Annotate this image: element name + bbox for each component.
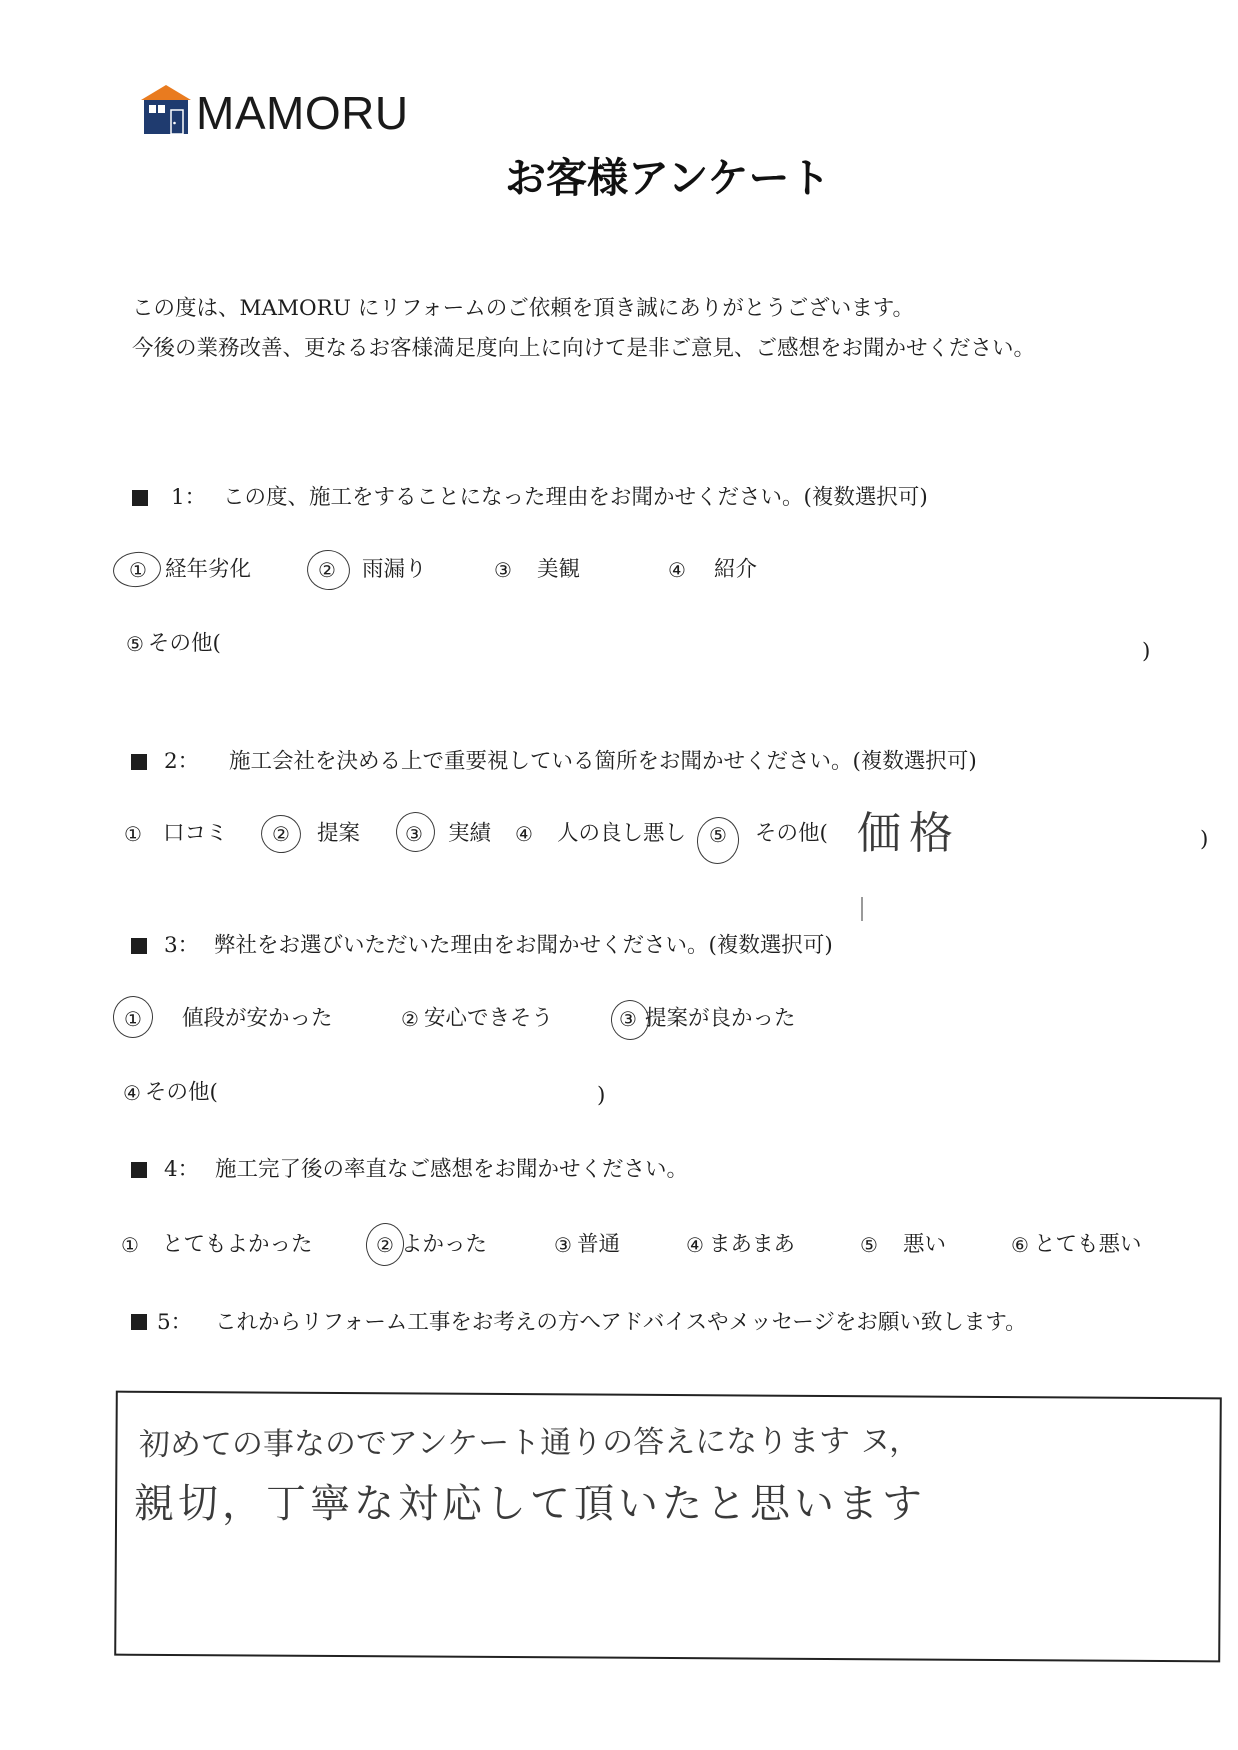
q1-option-4-mark: ④ [668,558,686,582]
q5-text: これからリフォーム工事をお考えの方へアドバイスやメッセージをお願い致します。 [215,1310,1027,1335]
q1-other-close: ) [1142,639,1151,664]
message-handwritten-line-1: 初めての事なのでアンケート通りの答えになります ヌ， [138,1422,921,1464]
q3-text: 弊社をお選びいただいた理由をお聞かせください。(複数選択可) [214,933,833,958]
q3-option-1-label: 値段が安かった [182,1006,333,1031]
q2-number: 2： [164,749,200,774]
q4-option-1-label: とてもよかった [162,1232,313,1257]
q3-option-2-label: 安心できそう [424,1006,554,1031]
q1-option-2-mark: ② [318,558,336,582]
q1-option-1-mark: ① [129,558,147,582]
q3-other-mark: ④ [123,1081,141,1105]
q3-option-1-mark: ① [124,1007,142,1031]
q2-option-3-mark: ③ [405,822,423,846]
q4-text: 施工完了後の率直なご感想をお聞かせください。 [215,1157,689,1182]
q2-other-close: ) [1200,827,1209,852]
q4-option-5-label: 悪い [903,1232,947,1257]
q4-option-6-label: とても悪い [1034,1232,1142,1257]
q1-other-mark: ⑤ [126,632,144,656]
q1-text: この度、施工をすることになった理由をお聞かせください。(複数選択可) [223,485,928,510]
q4-option-2-mark: ② [376,1233,394,1257]
q1-option-3-mark: ③ [494,558,512,582]
q4-option-6-mark: ⑥ [1011,1233,1029,1257]
q4-option-5-mark: ⑤ [860,1233,878,1257]
q2-other-mark: ⑤ [709,823,727,847]
q2-option-1-mark: ① [124,822,142,846]
intro-line-1: この度は、MAMORU にリフォームのご依頼を頂き誠にありがとうございます。 [132,296,915,321]
q3-option-3-mark: ③ [619,1007,637,1031]
q4-option-1-mark: ① [121,1233,139,1257]
q4-option-3-label: 普通 [577,1232,621,1257]
q4-number: 4： [164,1157,200,1182]
q1-option-3-label: 美観 [537,557,581,582]
q2-text: 施工会社を決める上で重要視している箇所をお聞かせください。(複数選択可) [229,749,977,774]
page-title: お客様アンケート [505,154,831,202]
q2-option-1-label: 口コミ [163,821,228,846]
question-bullet [131,1314,147,1330]
q1-number: 1： [171,485,207,510]
question-bullet [131,938,147,954]
q3-option-3-label: 提案が良かった [645,1006,796,1031]
brand-name: MAMORU [196,87,409,139]
q2-option-2-mark: ② [272,822,290,846]
message-handwritten-line-2: 親切，丁寧な対応して頂いたと思います [134,1481,926,1527]
question-bullet [132,490,148,506]
q3-option-2-mark: ② [401,1007,419,1031]
question-bullet [131,1162,147,1178]
q3-other-label: その他( [145,1080,218,1105]
q1-option-2-label: 雨漏り [362,557,427,582]
q5-number: 5： [157,1310,193,1335]
q2-other-handwritten-value: 価格 [857,808,961,859]
q2-other-label: その他( [755,821,828,846]
q1-option-4-label: 紹介 [714,557,758,582]
q1-option-1-label: 経年劣化 [165,557,252,582]
q4-option-2-label: よかった [401,1232,488,1257]
q4-option-4-label: まあまあ [709,1232,796,1257]
scan-mark [861,897,863,921]
q1-other-label: その他( [148,631,221,656]
q2-option-4-label: 人の良し悪し [557,821,687,846]
house-logo-icon [139,82,193,136]
q2-option-2-label: 提案 [317,821,361,846]
q2-option-3-label: 実績 [448,821,492,846]
intro-line-2: 今後の業務改善、更なるお客様満足度向上に向けて是非ご意見、ご感想をお聞かせください。 [132,336,1036,361]
q4-option-3-mark: ③ [554,1233,572,1257]
question-bullet [131,754,147,770]
q3-other-close: ) [597,1083,606,1108]
q4-option-4-mark: ④ [686,1233,704,1257]
q3-number: 3： [164,933,200,958]
q2-option-4-mark: ④ [515,822,533,846]
